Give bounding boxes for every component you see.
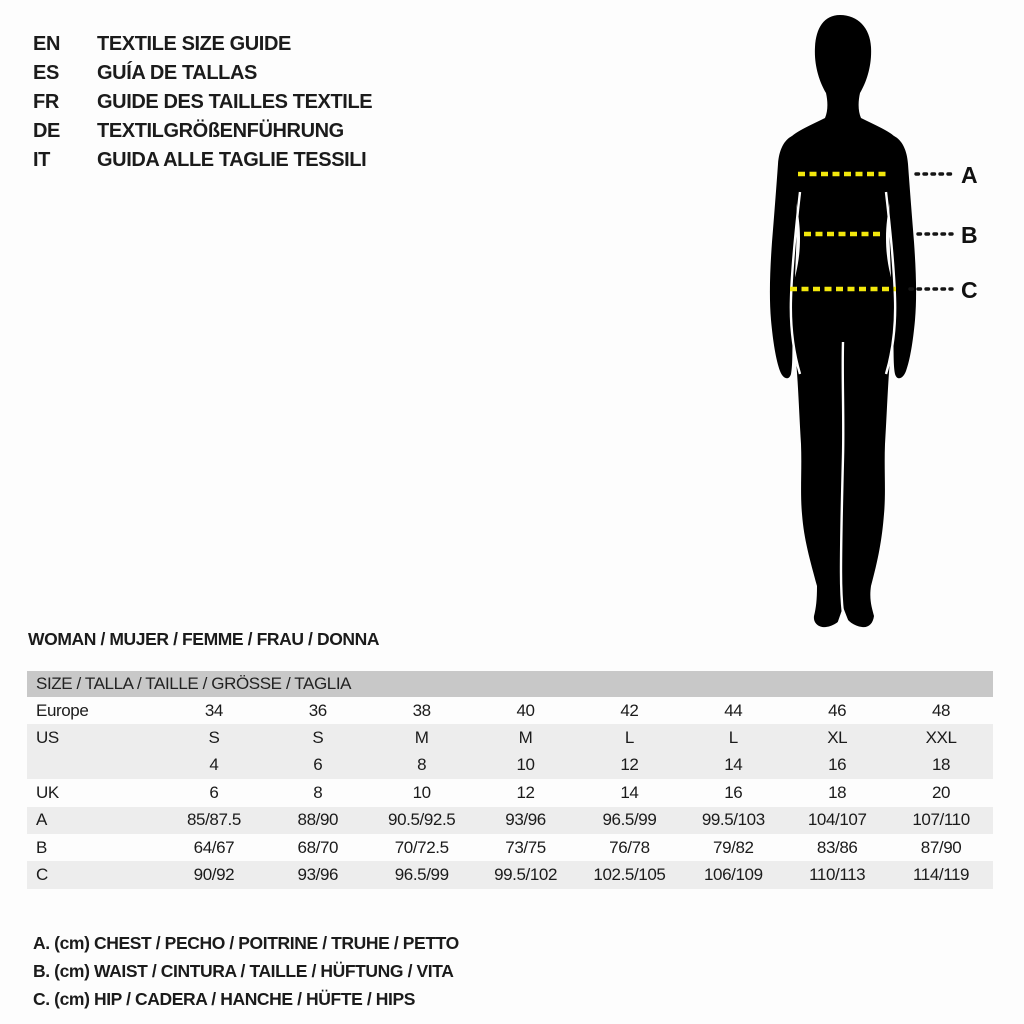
table-cell: 10: [412, 782, 431, 802]
table-cell: 73/75: [505, 837, 546, 857]
table-cell: 83/86: [816, 837, 858, 857]
table-cell: 20: [932, 782, 951, 802]
language-row: [33, 146, 372, 175]
table-cell: 64/67: [193, 837, 235, 857]
language-label: GUIDA ALLE TAGLIE TESSILI: [97, 149, 367, 171]
table-cell: 8: [313, 782, 323, 802]
table-row: [27, 807, 993, 834]
marker-label-c: C: [961, 277, 978, 303]
language-code: IT: [33, 149, 50, 171]
table-cell: 6: [313, 755, 323, 775]
language-code: ES: [33, 62, 59, 84]
language-label: GUIDE DES TAILLES TEXTILE: [97, 91, 373, 113]
table-cell: 40: [516, 700, 535, 720]
table-cell: 88/90: [297, 810, 339, 830]
table-row: [27, 752, 993, 779]
table-cell: S: [208, 728, 220, 748]
table-cell: 14: [724, 755, 743, 775]
silhouette-body: [786, 15, 899, 627]
table-cell: 16: [828, 755, 847, 775]
language-label: TEXTILGRÖßENFÜHRUNG: [97, 120, 344, 142]
table-row: [27, 861, 993, 888]
marker-label-b: B: [961, 222, 978, 248]
table-cell: 107/110: [912, 810, 970, 830]
table-cell: 99.5/102: [494, 865, 558, 885]
table-cell: 102.5/105: [593, 865, 666, 885]
table-cell: L: [728, 728, 738, 748]
table-cell: 48: [932, 700, 951, 720]
woman-silhouette-figure: [740, 2, 1024, 662]
table-cell: 10: [516, 755, 535, 775]
table-cell: 12: [516, 782, 535, 802]
language-row: [33, 117, 372, 146]
row-label: UK: [36, 782, 59, 802]
table-row: [27, 724, 993, 751]
table-cell: 96.5/99: [394, 865, 449, 885]
table-cell: 8: [417, 755, 427, 775]
table-cell: 106/109: [703, 865, 763, 885]
size-table-rows: [27, 697, 993, 889]
table-cell: XXL: [925, 728, 957, 748]
language-row: [33, 30, 372, 59]
table-cell: 6: [209, 782, 219, 802]
table-cell: 44: [724, 700, 743, 720]
legend-line: C. (cm) HIP / CADERA / HANCHE / HÜFTE / HIPS: [33, 989, 416, 1009]
language-label: TEXTILE SIZE GUIDE: [97, 33, 291, 55]
language-row: [33, 88, 372, 117]
table-cell: 68/70: [297, 837, 339, 857]
row-label: US: [36, 728, 59, 748]
table-cell: 12: [620, 755, 639, 775]
row-label: Europe: [36, 700, 89, 720]
table-cell: 87/90: [920, 837, 962, 857]
table-cell: 93/96: [505, 810, 546, 830]
table-cell: 42: [620, 700, 639, 720]
language-list: [33, 30, 372, 175]
table-cell: 114/119: [912, 865, 970, 885]
table-cell: S: [312, 728, 324, 748]
row-label: B: [36, 837, 47, 857]
table-cell: 85/87.5: [186, 810, 241, 830]
table-cell: L: [624, 728, 634, 748]
table-cell: 110/113: [809, 865, 866, 885]
row-label: A: [36, 810, 47, 830]
table-cell: 70/72.5: [394, 837, 449, 857]
language-code: DE: [33, 120, 60, 142]
table-cell: 18: [932, 755, 951, 775]
section-title: WOMAN / MUJER / FEMME / FRAU / DONNA: [28, 629, 380, 649]
table-cell: 18: [828, 782, 847, 802]
table-cell: M: [414, 728, 429, 748]
row-label: C: [36, 865, 48, 885]
legend-line: A. (cm) CHEST / PECHO / POITRINE / TRUHE / PETTO: [33, 933, 459, 953]
table-cell: M: [518, 728, 533, 748]
table-row: [27, 834, 993, 861]
table-row: [27, 697, 993, 724]
legend-line: B. (cm) WAIST / CINTURA / TAILLE / HÜFTUNG / VITA: [33, 961, 454, 981]
size-table-header: SIZE / TALLA / TAILLE / GRÖSSE / TAGLIA: [27, 671, 993, 697]
table-cell: 90.5/92.5: [388, 810, 456, 830]
table-cell: 38: [412, 700, 431, 720]
table-cell: 79/82: [713, 837, 754, 857]
size-table: [27, 671, 993, 889]
table-cell: 93/96: [297, 865, 339, 885]
table-cell: 34: [204, 700, 223, 720]
measurement-legend: [33, 929, 459, 1013]
table-cell: 90/92: [193, 865, 235, 885]
table-cell: 36: [308, 700, 327, 720]
language-label: GUÍA DE TALLAS: [97, 62, 257, 84]
language-code: EN: [33, 33, 60, 55]
table-cell: XL: [827, 728, 848, 748]
table-cell: 4: [209, 755, 219, 775]
table-cell: 104/107: [807, 810, 867, 830]
language-code: FR: [33, 91, 59, 113]
marker-label-a: A: [961, 162, 978, 188]
table-cell: 46: [828, 700, 847, 720]
table-cell: 76/78: [609, 837, 650, 857]
table-row: [27, 779, 993, 806]
table-cell: 96.5/99: [602, 810, 657, 830]
language-row: [33, 59, 372, 88]
table-cell: 14: [620, 782, 639, 802]
table-cell: 16: [724, 782, 743, 802]
table-cell: 99.5/103: [701, 810, 765, 830]
